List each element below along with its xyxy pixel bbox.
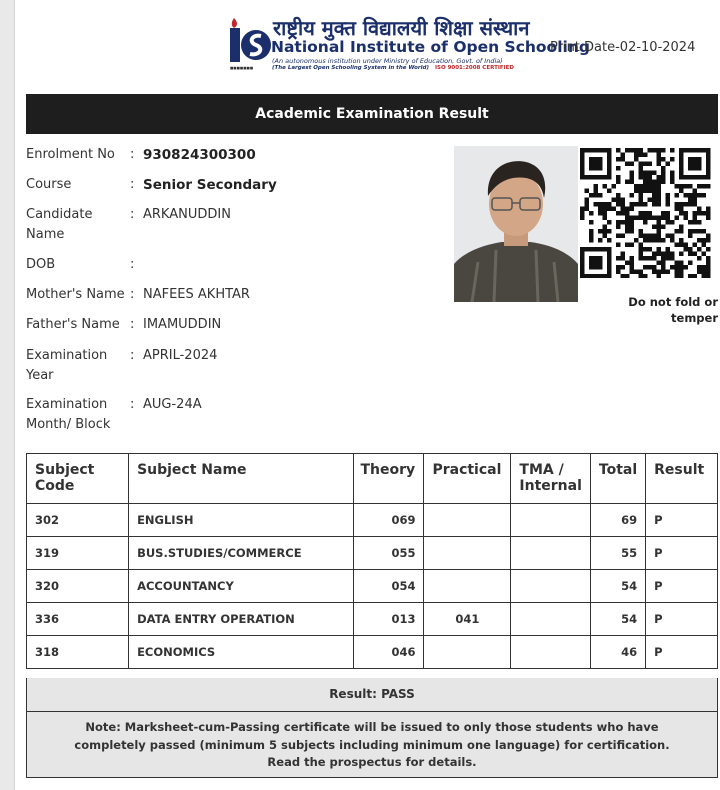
header-tma-internal: TMA / Internal — [511, 454, 590, 504]
header-subject-name: Subject Name — [129, 454, 354, 504]
note-line-2: completely passed (minimum 5 subjects including minimum one language) for certification. — [74, 737, 670, 752]
no-fold-note: Do not fold or temper — [628, 295, 718, 325]
practical-marks — [424, 504, 511, 537]
org-tagline-2 — [272, 65, 514, 71]
total-marks: 46 — [590, 636, 645, 669]
table-row — [27, 603, 718, 636]
page-title: Academic Examination Result — [26, 94, 718, 134]
theory-marks: 046 — [354, 636, 424, 669]
org-name-prefix: National Institute of — [271, 38, 454, 56]
header-result: Result — [646, 454, 718, 504]
org-tagline: (An autonomous institution under Ministry of Education, Govt. of India) — [272, 57, 503, 65]
colon: : — [130, 317, 135, 332]
left-page-border — [0, 0, 15, 790]
total-marks: 54 — [590, 570, 645, 603]
org-name-hindi: राष्ट्रीय मुक्त विद्यालयी शिक्षा संस्थान — [273, 16, 530, 40]
colon: : — [130, 348, 135, 363]
total-marks: 69 — [590, 504, 645, 537]
iso-certified: ISO 9001:2008 CERTIFIED — [434, 65, 515, 71]
tma-marks — [511, 504, 590, 537]
practical-marks: 041 — [424, 603, 511, 636]
subject-code: 336 — [27, 603, 129, 636]
nios-logo-icon — [228, 16, 272, 70]
colon: : — [130, 287, 135, 302]
practical-marks — [424, 570, 511, 603]
tma-marks — [511, 603, 590, 636]
qr-code-icon — [580, 148, 714, 278]
org-name-english — [271, 38, 590, 56]
father-name-value: IMAMUDDIN — [143, 317, 222, 332]
theory-marks: 055 — [354, 537, 424, 570]
colon: : — [130, 147, 135, 162]
header-practical: Practical — [424, 454, 511, 504]
header-theory: Theory — [354, 454, 424, 504]
subject-result: P — [646, 636, 718, 669]
note-line-1: Note: Marksheet-cum-Passing certificate will be issued to only those students who have — [85, 720, 659, 734]
table-row — [27, 504, 718, 537]
header-subject-code: Subject Code — [27, 454, 129, 504]
dob-label: DOB — [26, 257, 56, 272]
subject-result: P — [646, 570, 718, 603]
org-tagline-2-text: (The Largest Open Schooling System in the World) — [272, 65, 429, 71]
logo-tagline-tiny: ■■■■■■■ — [230, 66, 254, 70]
subject-result: P — [646, 504, 718, 537]
subject-code: 319 — [27, 537, 129, 570]
subject-code: 302 — [27, 504, 129, 537]
colon: : — [130, 207, 135, 222]
mother-name-label: Mother's Name — [26, 287, 125, 302]
note-box — [26, 712, 718, 778]
colon: : — [130, 177, 135, 192]
colon: : — [130, 397, 135, 412]
practical-marks — [424, 636, 511, 669]
theory-marks: 069 — [354, 504, 424, 537]
tma-marks — [511, 636, 590, 669]
overall-result: Result: PASS — [26, 678, 718, 712]
colon: : — [130, 257, 135, 272]
org-name-suffix: Open Schooling — [453, 38, 590, 56]
candidate-name-value: ARKANUDDIN — [143, 207, 231, 222]
exam-block-value: AUG-24A — [143, 397, 202, 412]
mother-name-value: NAFEES AKHTAR — [143, 287, 250, 302]
subject-name: BUS.STUDIES/COMMERCE — [129, 537, 354, 570]
print-date: Print Date-02-10-2024 — [550, 40, 696, 55]
enrolment-value: 930824300300 — [143, 147, 256, 163]
subject-result: P — [646, 603, 718, 636]
subject-result: P — [646, 537, 718, 570]
subject-name: ACCOUNTANCY — [129, 570, 354, 603]
course-value: Senior Secondary — [143, 177, 277, 193]
header-total: Total — [590, 454, 645, 504]
candidate-photo — [454, 146, 578, 302]
enrolment-label: Enrolment No — [26, 147, 115, 162]
note-line-3: Read the prospectus for details. — [267, 755, 477, 769]
subject-name: DATA ENTRY OPERATION — [129, 603, 354, 636]
subject-code: 318 — [27, 636, 129, 669]
father-name-label: Father's Name — [26, 317, 120, 332]
subject-name: ECONOMICS — [129, 636, 354, 669]
subject-code: 320 — [27, 570, 129, 603]
total-marks: 54 — [590, 603, 645, 636]
candidate-name-label: Candidate Name — [26, 207, 93, 242]
exam-year-value: APRIL-2024 — [143, 348, 218, 363]
total-marks: 55 — [590, 537, 645, 570]
table-header-row — [27, 454, 718, 504]
subject-name: ENGLISH — [129, 504, 354, 537]
tma-marks — [511, 570, 590, 603]
exam-year-label: Examination Year — [26, 348, 108, 383]
table-row — [27, 636, 718, 669]
marks-table — [26, 453, 718, 669]
course-label: Course — [26, 177, 72, 192]
table-row — [27, 570, 718, 603]
table-row — [27, 537, 718, 570]
theory-marks: 013 — [354, 603, 424, 636]
theory-marks: 054 — [354, 570, 424, 603]
exam-block-label: Examination Month/ Block — [26, 397, 111, 432]
tma-marks — [511, 537, 590, 570]
practical-marks — [424, 537, 511, 570]
